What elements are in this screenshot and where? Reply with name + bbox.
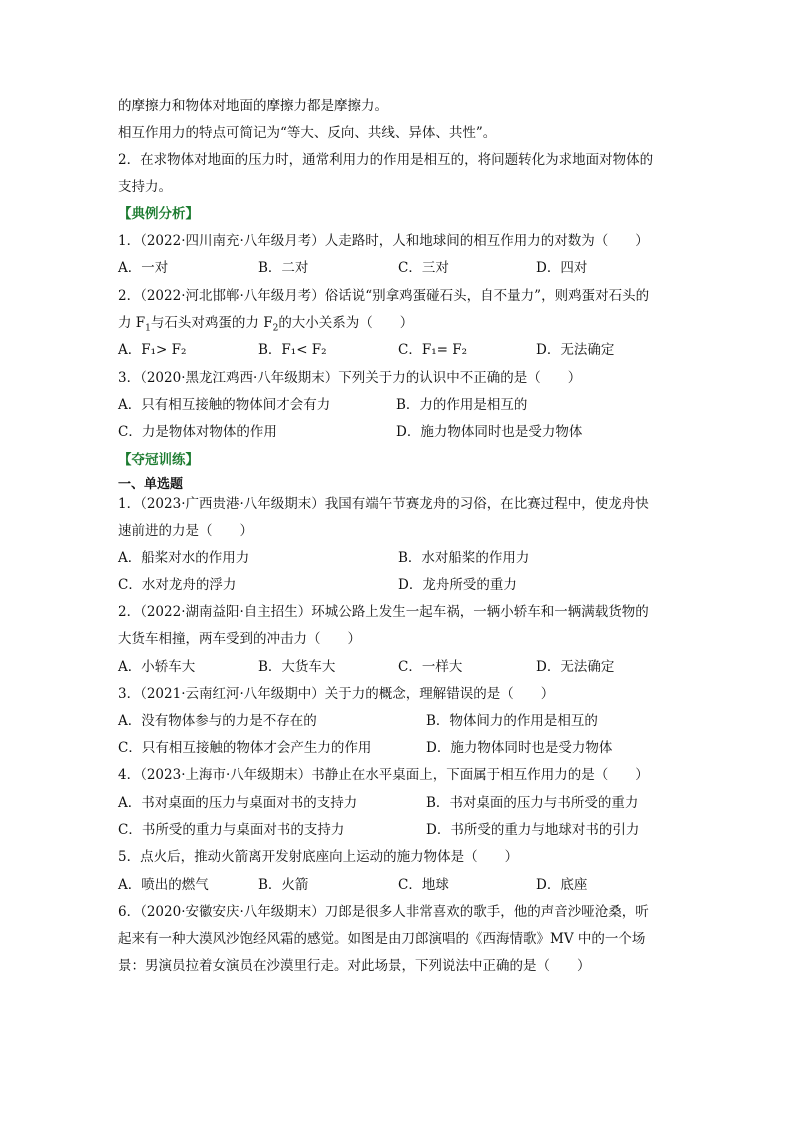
option-d: D．施力物体同时也是受力物体 (426, 740, 613, 756)
question-2-stem-line-1: 2．（2022·湖南益阳·自主招生）环城公路上发生一起车祸，一辆小轿车和一辆满载货物的 (118, 604, 649, 620)
example-2-stem-line-2 (118, 314, 678, 338)
option-a: A．喷出的燃气 (118, 877, 209, 893)
question-4-options-row-2 (118, 821, 678, 839)
option-d: D．龙舟所受的重力 (398, 577, 517, 593)
question-5-stem: 5．点火后，推动火箭离开发射底座向上运动的施力物体是（ ） (118, 849, 519, 865)
option-d: D．无法确定 (536, 659, 615, 675)
section-heading-training: 【夺冠训练】 (118, 452, 199, 468)
stem-text: 力 F (118, 315, 146, 331)
option-d: D．四对 (536, 260, 588, 276)
option-c: C．力是物体对物体的作用 (118, 424, 277, 440)
option-b: B．力的作用是相互的 (396, 397, 528, 413)
example-3-options-row-1 (118, 396, 678, 414)
example-3-stem: 3．（2020·黑龙江鸡西·八年级期末）下列关于力的认识中不正确的是（ ） (118, 370, 582, 386)
option-c: C．一样大 (398, 659, 463, 675)
option-a: A．只有相互接触的物体间才会有力 (118, 397, 331, 413)
stem-text: 与石头对鸡蛋的力 F (150, 315, 273, 331)
question-2-stem-line-2: 大货车相撞，两车受到的冲击力（ ） (118, 631, 361, 647)
question-3-options-row-2 (118, 739, 678, 757)
example-2-options (118, 341, 678, 359)
option-d: D．书所受的重力与地球对书的引力 (426, 822, 640, 838)
example-1-stem: 1．（2022·四川南充·八年级月考）人走路时，人和地球间的相互作用力的对数为（ ） (118, 233, 649, 249)
option-a: A．船桨对水的作用力 (118, 550, 250, 566)
option-a: A．小轿车大 (118, 659, 196, 675)
option-c: C．水对龙舟的浮力 (118, 577, 237, 593)
intro-line-3: 2．在求物体对地面的压力时，通常利用力的作用是相互的，将问题转化为求地面对物体的 (118, 152, 654, 168)
subscript: 1 (145, 323, 151, 334)
question-1-options-row-1 (118, 549, 678, 567)
question-1-stem-line-1: 1．（2023·广西贵港·八年级期末）我国有端午节赛龙舟的习俗，在比赛过程中，使龙舟快 (118, 496, 649, 512)
option-c: C．F₁= F₂ (398, 342, 467, 358)
option-a: A．一对 (118, 260, 169, 276)
option-b: B．水对船桨的作用力 (398, 550, 530, 566)
question-3-stem: 3．（2021·云南红河·八年级期中）关于力的概念，理解错误的是（ ） (118, 686, 555, 702)
question-4-options-row-1 (118, 794, 678, 812)
option-c: C．只有相互接触的物体才会产生力的作用 (118, 740, 372, 756)
option-c: C．地球 (398, 877, 449, 893)
question-4-stem: 4．（2023·上海市·八年级期末）书静止在水平桌面上，下面属于相互作用力的是（ ） (118, 767, 649, 783)
intro-line-1: 的摩擦力和物体对地面的摩擦力都是摩擦力。 (118, 98, 388, 114)
subsection-heading: 一、单选题 (118, 477, 184, 492)
option-b: B．物体间力的作用是相互的 (426, 713, 598, 729)
question-6-stem-line-1: 6．（2020·安徽安庆·八年级期末）刀郎是很多人非常喜欢的歌手，他的声音沙哑沧桑，听 (118, 904, 649, 920)
option-a: A．没有物体参与的力是不存在的 (118, 713, 317, 729)
example-2-stem-line-1: 2．（2022·河北邯郸·八年级月考）俗话说“别拿鸡蛋碰石头，自不量力”，则鸡蛋对石头的 (118, 288, 650, 304)
question-5-options (118, 876, 678, 894)
question-2-options (118, 658, 678, 676)
option-a: A．F₁> F₂ (118, 342, 187, 358)
option-d: D．施力物体同时也是受力物体 (396, 424, 583, 440)
intro-line-2: 相互作用力的特点可简记为“等大、反向、共线、异体、共性”。 (118, 125, 497, 141)
option-b: B．书对桌面的压力与书所受的重力 (426, 795, 639, 811)
option-c: C．三对 (398, 260, 449, 276)
example-3-options-row-2 (118, 423, 678, 441)
question-6-stem-line-2: 起来有一种大漠风沙饱经风霜的感觉。如图是由刀郎演唱的《西海情歌》MV 中的一个场 (118, 931, 646, 947)
option-b: B．火箭 (258, 877, 309, 893)
question-6-stem-line-3: 景：男演员拉着女演员在沙漠里行走。对此场景，下列说法中正确的是（ ） (118, 958, 591, 974)
question-1-stem-line-2: 速前进的力是（ ） (118, 523, 253, 539)
option-b: B．F₁< F₂ (258, 342, 327, 358)
question-3-options-row-1 (118, 712, 678, 730)
option-c: C．书所受的重力与桌面对书的支持力 (118, 822, 345, 838)
intro-line-4: 支持力。 (118, 179, 172, 195)
option-b: B．二对 (258, 260, 309, 276)
stem-text: 的大小关系为（ ） (278, 315, 414, 331)
question-1-options-row-2 (118, 576, 678, 594)
option-b: B．大货车大 (258, 659, 336, 675)
subscript: 2 (272, 323, 279, 334)
option-d: D．无法确定 (536, 342, 615, 358)
option-a: A．书对桌面的压力与桌面对书的支持力 (118, 795, 358, 811)
example-1-options (118, 259, 678, 277)
option-d: D．底座 (536, 877, 588, 893)
section-heading-examples: 【典例分析】 (118, 206, 199, 222)
